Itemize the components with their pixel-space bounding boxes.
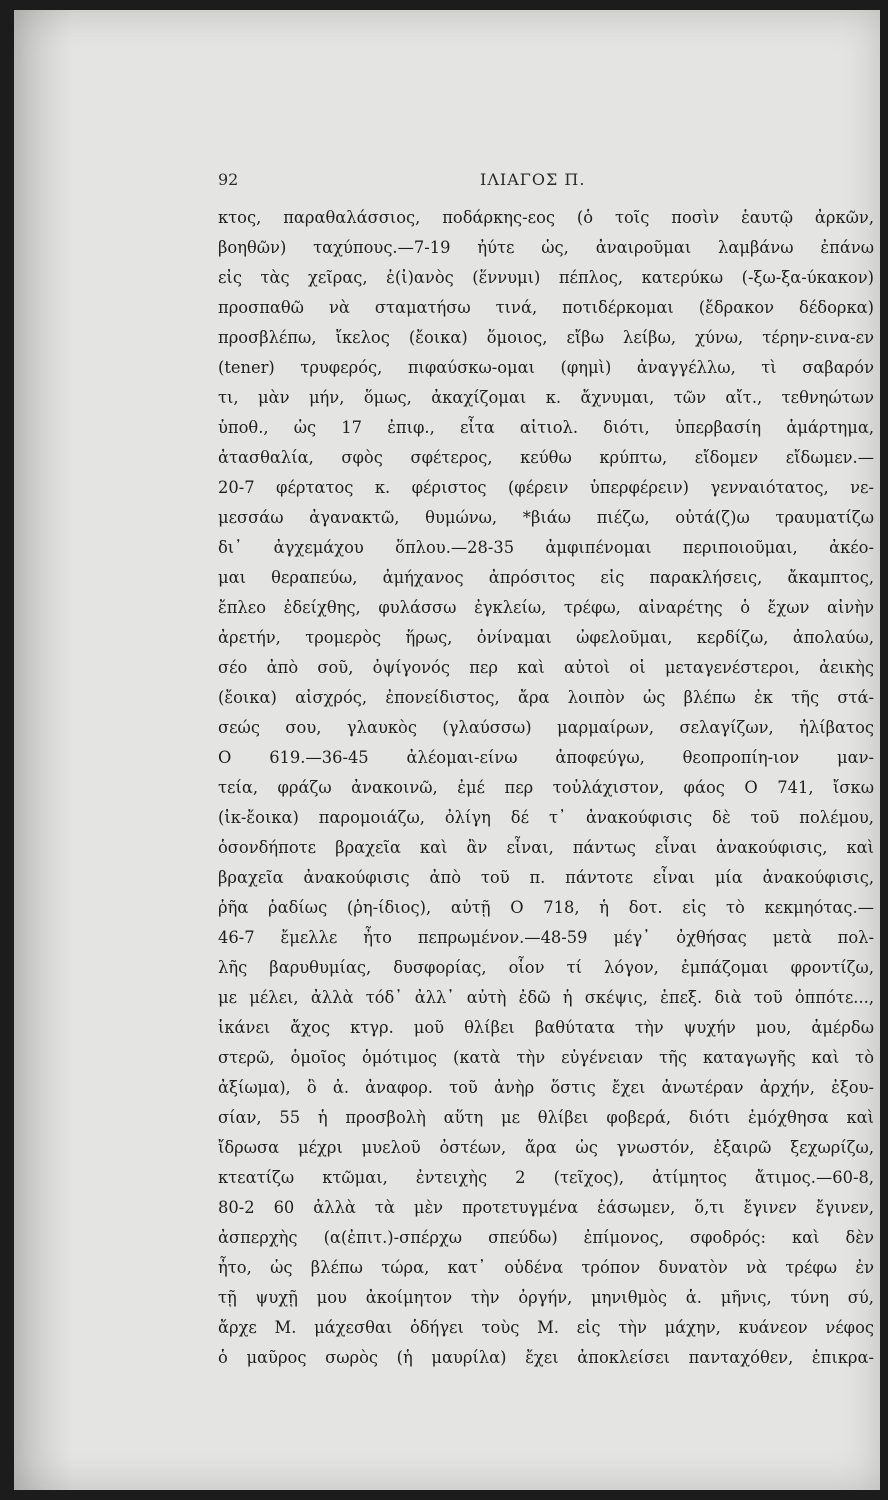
page-binding-shadow bbox=[14, 10, 74, 1490]
text-line: βραχεῖα ἀνακούφισις ἀπὸ τοῦ π. πάντοτε εἶναι μία ἀνακούφισις, bbox=[218, 868, 874, 887]
text-line: σέο ἀπὸ σοῦ, ὀψίγονός περ καὶ αὐτοὶ οἱ μεταγενέστεροι, ἀεικὴς bbox=[218, 658, 874, 677]
text-line: εἰς τὰς χεῖρας, ἑ(ἰ)ανὸς (ἕννυμι) πέπλος, κατερύκω (-ξω-ξα-ύκακον) bbox=[218, 268, 874, 287]
text-line: ἱκάνει ἄχος κτγρ. μοῦ θλίβει βαθύτατα τὴν ψυχήν μου, ἀμέρδω bbox=[218, 1018, 874, 1037]
text-line: 20-7 φέρτατος κ. φέριστος (φέρειν ὑπερφέρειν) γενναιότατος, νε- bbox=[218, 478, 874, 497]
text-line: (ἰκ-ἔοικα) παρομοιάζω, ὀλίγη δέ τ᾽ ἀνακούφισις δὲ τοῦ πολέμου, bbox=[218, 808, 874, 827]
text-line: ἄρχε Μ. μάχεσθαι ὁδήγει τοὺς Μ. εἰς τὴν μάχην, κυάνεον νέφος bbox=[218, 1318, 874, 1337]
text-line: ὁσονδήποτε βραχεῖα καὶ ἂν εἶναι, πάντως εἶναι ἀνακούφισις, καὶ bbox=[218, 838, 874, 857]
text-line: στερῶ, ὁμοῖος ὁμότιμος (κατὰ τὴν εὐγένειαν τῆς καταγωγῆς καὶ τὸ bbox=[218, 1048, 874, 1067]
text-line: ἀρετήν, τρομερὸς ἥρως, ὀνίναμαι ὠφελοῦμαι, κερδίζω, ἀπολαύω, bbox=[218, 628, 874, 647]
page-header bbox=[218, 170, 878, 196]
text-line: σεώς σου, γλαυκὸς (γλαύσσω) μαρμαίρων, σελαγίζων, ἠλίβατος bbox=[218, 718, 874, 737]
text-line: ἀξίωμα), ὃ ἀ. ἀναφορ. τοῦ ἀνὴρ ὅστις ἔχει ἀνωτέραν ἀρχήν, ἐξου- bbox=[218, 1078, 874, 1097]
text-line: (tener) τρυφερός, πιφαύσκω-ομαι (φημὶ) ἀναγγέλλω, τὶ σαβαρόν bbox=[218, 358, 874, 377]
running-title: ΙΛΙΑΓΟΣ Π. bbox=[480, 170, 586, 189]
text-line: λῆς βαρυθυμίας, δυσφορίας, οἷον τί λόγον, ἐμπάζομαι φροντίζω, bbox=[218, 958, 874, 977]
text-line: ῥῆα ῥαδίως (ῥη-ίδιος), αὐτῇ Ο 718, ἡ δοτ. εἰς τὸ κεκμηότας.— bbox=[218, 898, 874, 917]
book-page bbox=[14, 10, 880, 1490]
text-line: βοηθῶν) ταχύπους.—7-19 ἠύτε ὡς, ἀναιροῦμαι λαμβάνω ἐπάνω bbox=[218, 238, 874, 257]
text-line: μεσσάω ἀγανακτῶ, θυμώνω, *βιάω πιέζω, οὐτά(ζ)ω τραυματίζω bbox=[218, 508, 874, 527]
text-line: τῇ ψυχῇ μου ἀκοίμητον τὴν ὀργήν, μηνιθμὸς ἁ. μῆνις, τύνη σύ, bbox=[218, 1288, 874, 1307]
text-line: (ἔοικα) αἰσχρός, ἐπονείδιστος, ἄρα λοιπὸν ὡς βλέπω ἐκ τῆς στά- bbox=[218, 688, 874, 707]
text-line: ὁ μαῦρος σωρὸς (ἡ μαυρίλα) ἔχει ἀποκλείσει πανταχόθεν, ἐπικρα- bbox=[218, 1348, 874, 1367]
text-line: ἔπλεο ἐδείχθης, φυλάσσω ἐγκλείω, τρέφω, αἰναρέτης ὁ ἔχων αἰνὴν bbox=[218, 598, 874, 617]
text-line: κτος, παραθαλάσσιος, ποδάρκης-εος (ὁ τοῖς ποσὶν ἑαυτῷ ἀρκῶν, bbox=[218, 208, 874, 227]
text-line: προσπαθῶ νὰ σταματήσω τινά, ποτιδέρκομαι (ἔδρακον δέδορκα) bbox=[218, 298, 874, 317]
text-line: προσβλέπω, ἴκελος (ἔοικα) ὅμοιος, εἴβω λείβω, χύνω, τέρην-εινα-εν bbox=[218, 328, 874, 347]
text-line: ἀτασθαλία, σφὸς σφέτερος, κεύθω κρύπτω, εἴδομεν εἴδωμεν.— bbox=[218, 448, 874, 467]
body-text bbox=[218, 203, 874, 1373]
text-line: 80-2 60 ἀλλὰ τὰ μὲν προτετυγμένα ἐάσωμεν, ὅ,τι ἔγινεν ἔγινεν, bbox=[218, 1198, 874, 1217]
text-line: Ο 619.—36-45 ἀλέομαι-είνω ἀποφεύγω, θεοπροπίη-ιον μαν- bbox=[218, 748, 874, 767]
text-line: κτεατίζω κτῶμαι, ἐντειχὴς 2 (τεῖχος), ἀτίμητος ἄτιμος.—60-8, bbox=[218, 1168, 874, 1187]
text-line: σίαν, 55 ἡ προσβολὴ αὕτη με θλίβει φοβερά, διότι ἐμόχθησα καὶ bbox=[218, 1108, 874, 1127]
text-line: ὑποθ., ὡς 17 ἐπιφ., εἶτα αἰτιολ. διότι, ὑπερβασίη ἁμάρτημα, bbox=[218, 418, 874, 437]
text-line: με μέλει, ἀλλὰ τόδ᾽ ἀλλ᾽ αὐτὴ ἐδῶ ἡ σκέψις, ἐπεξ. διὰ τοῦ ὁππότε..., bbox=[218, 988, 874, 1007]
page-number: 92 bbox=[218, 170, 239, 189]
text-line: δι᾽ ἀγχεμάχου ὅπλου.—28-35 ἀμφιπένομαι περιποιοῦμαι, ἀκέο- bbox=[218, 538, 874, 557]
text-line: τι, μὰν μήν, ὅμως, ἀκαχίζομαι κ. ἄχνυμαι, τῶν αἴτ., τεθνηώτων bbox=[218, 388, 874, 407]
text-line: ἦτο, ὡς βλέπω τώρα, κατ᾽ οὐδένα τρόπον δυνατὸν νὰ τρέφω ἐν bbox=[218, 1258, 874, 1277]
text-line: 46-7 ἔμελλε ἦτο πεπρωμένον.—48-59 μέγ᾽ ὀχθήσας μετὰ πολ- bbox=[218, 928, 874, 947]
text-line: ἀσπερχὴς (α(ἐπιτ.)-σπέρχω σπεύδω) ἐπίμονος, σφοδρός: καὶ δὲν bbox=[218, 1228, 874, 1247]
text-line: τεία, φράζω ἀνακοινῶ, ἐμέ περ τοὐλάχιστον, φάος Ο 741, ἴσκω bbox=[218, 778, 874, 797]
text-line: ἴδρωσα μέχρι μυελοῦ ὀστέων, ἄρα ὡς γνωστόν, ἐξαιρῶ ξεχωρίζω, bbox=[218, 1138, 874, 1157]
text-line: μαι θεραπεύω, ἀμήχανος ἀπρόσιτος εἰς παρακλήσεις, ἄκαμπτος, bbox=[218, 568, 874, 587]
